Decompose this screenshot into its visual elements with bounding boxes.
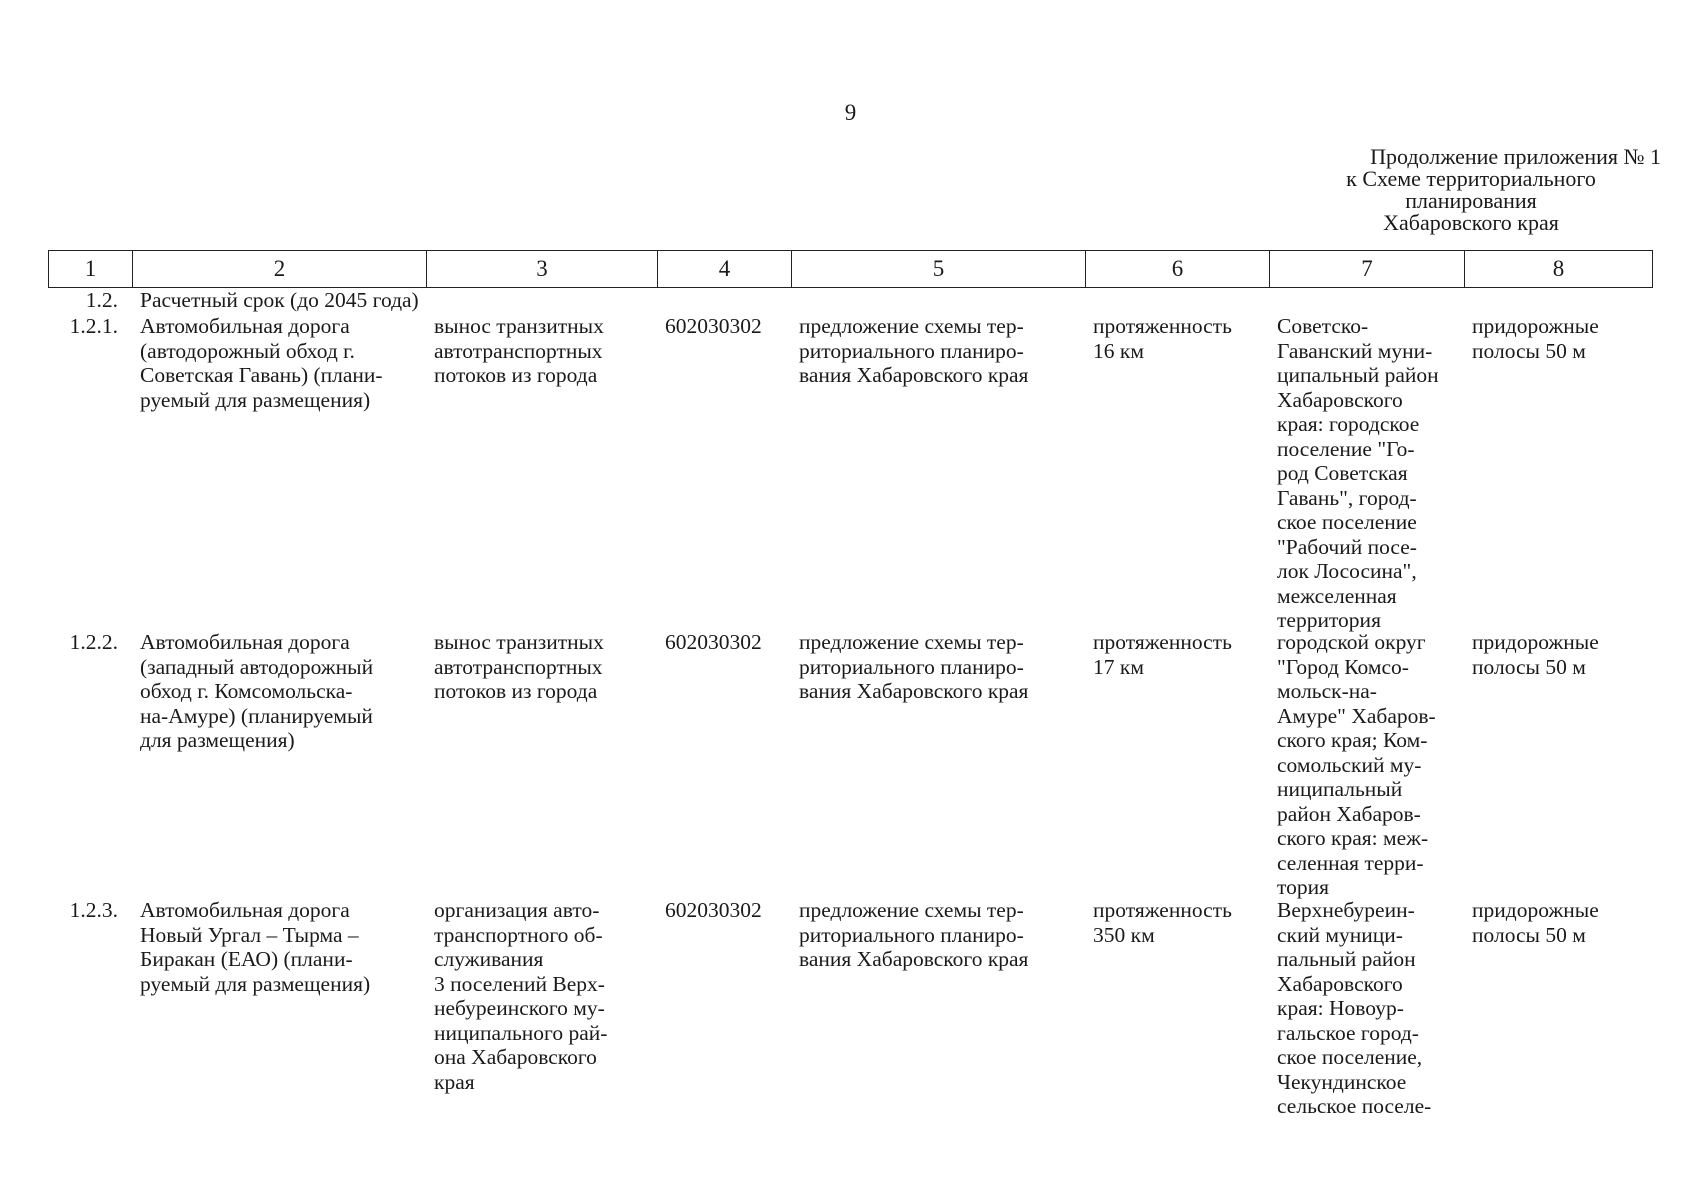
row-number: 1.2.3. [69, 898, 118, 922]
object-zones: придорожные полосы 50 м [1472, 898, 1599, 947]
period-row [48, 288, 1652, 314]
column-header-8: 8 [1465, 251, 1653, 288]
object-zones: придорожные полосы 50 м [1472, 314, 1599, 363]
appendix-line-4: Хабаровского края [1383, 210, 1559, 235]
column-header-7: 7 [1270, 251, 1465, 288]
page-number: 9 [844, 100, 857, 125]
object-code: 602030302 [665, 630, 762, 654]
object-basis: предложение схемы тер- риториального планиро- вания Хабаровского края [799, 898, 1029, 971]
period-title: Расчетный срок (до 2045 года) [140, 288, 419, 312]
column-header-3: 3 [427, 251, 658, 288]
object-basis: предложение схемы тер- риториального планиро- вания Хабаровского края [799, 630, 1029, 703]
column-header-2: 2 [133, 251, 427, 288]
table-row [48, 630, 1652, 898]
row-number: 1.2.2. [69, 630, 118, 654]
object-basis: предложение схемы тер- риториального планиро- вания Хабаровского края [799, 314, 1029, 387]
row-number: 1.2.1. [69, 314, 118, 338]
appendix-caption [1281, 146, 1661, 234]
object-location: городской округ "Город Комсо- мольск-на- Амуре" Хабаров- ского края; Ком- сомольский му- ниципальный район Хабаров- ского края: меж- селенная терри- тория [1277, 630, 1436, 899]
period-number: 1.2. [85, 288, 118, 312]
object-characteristics: протяженность 16 км [1093, 314, 1232, 363]
object-location: Советско- Гаванский муни- ципальный район Хабаровского края: городское поселение "Го- род Советская Гавань", город- ское поселение "Рабочий посе- лок Лососина", межселенная территория [1277, 314, 1439, 632]
object-name: Автомобильная дорога Новый Ургал – Тырма – Биракан (ЕАО) (плани- руемый для размещения) [140, 898, 371, 996]
column-header-4: 4 [658, 251, 792, 288]
object-purpose: вынос транзитных автотранспортных потоков из города [434, 630, 604, 703]
appendix-line-3: планирования [1405, 188, 1537, 213]
column-header-table [48, 250, 1653, 288]
object-purpose: организация авто- транспортного об- служивания 3 поселений Верх- небуреинского му- ниципального рай- она Хабаровского края [434, 898, 608, 1094]
object-code: 602030302 [665, 314, 762, 338]
object-characteristics: протяженность 17 км [1093, 630, 1232, 679]
object-location: Верхнебуреин- ский муници- пальный район Хабаровского края: Новоур- гальское город- ское поселение, Чекундинское сельское поселе- [1277, 898, 1432, 1118]
object-purpose: вынос транзитных автотранспортных потоков из города [434, 314, 604, 387]
column-header-6: 6 [1086, 251, 1270, 288]
object-name: Автомобильная дорога (западный автодорожный обход г. Комсомольска- на-Амуре) (планируемый для размещения) [140, 630, 374, 752]
object-code: 602030302 [665, 898, 762, 922]
table-row [48, 898, 1652, 1119]
appendix-line-2: к Схеме территориального [1346, 166, 1596, 191]
table-body [48, 288, 1652, 1119]
object-zones: придорожные полосы 50 м [1472, 630, 1599, 679]
table-row [48, 314, 1652, 630]
column-header-1: 1 [49, 251, 133, 288]
object-name: Автомобильная дорога (автодорожный обход г. Советская Гавань) (плани- руемый для размещения) [140, 314, 383, 412]
object-characteristics: протяженность 350 км [1093, 898, 1232, 947]
appendix-line-1: Продолжение приложения № 1 [1370, 144, 1661, 169]
column-header-5: 5 [792, 251, 1086, 288]
column-header-row [49, 251, 1653, 288]
